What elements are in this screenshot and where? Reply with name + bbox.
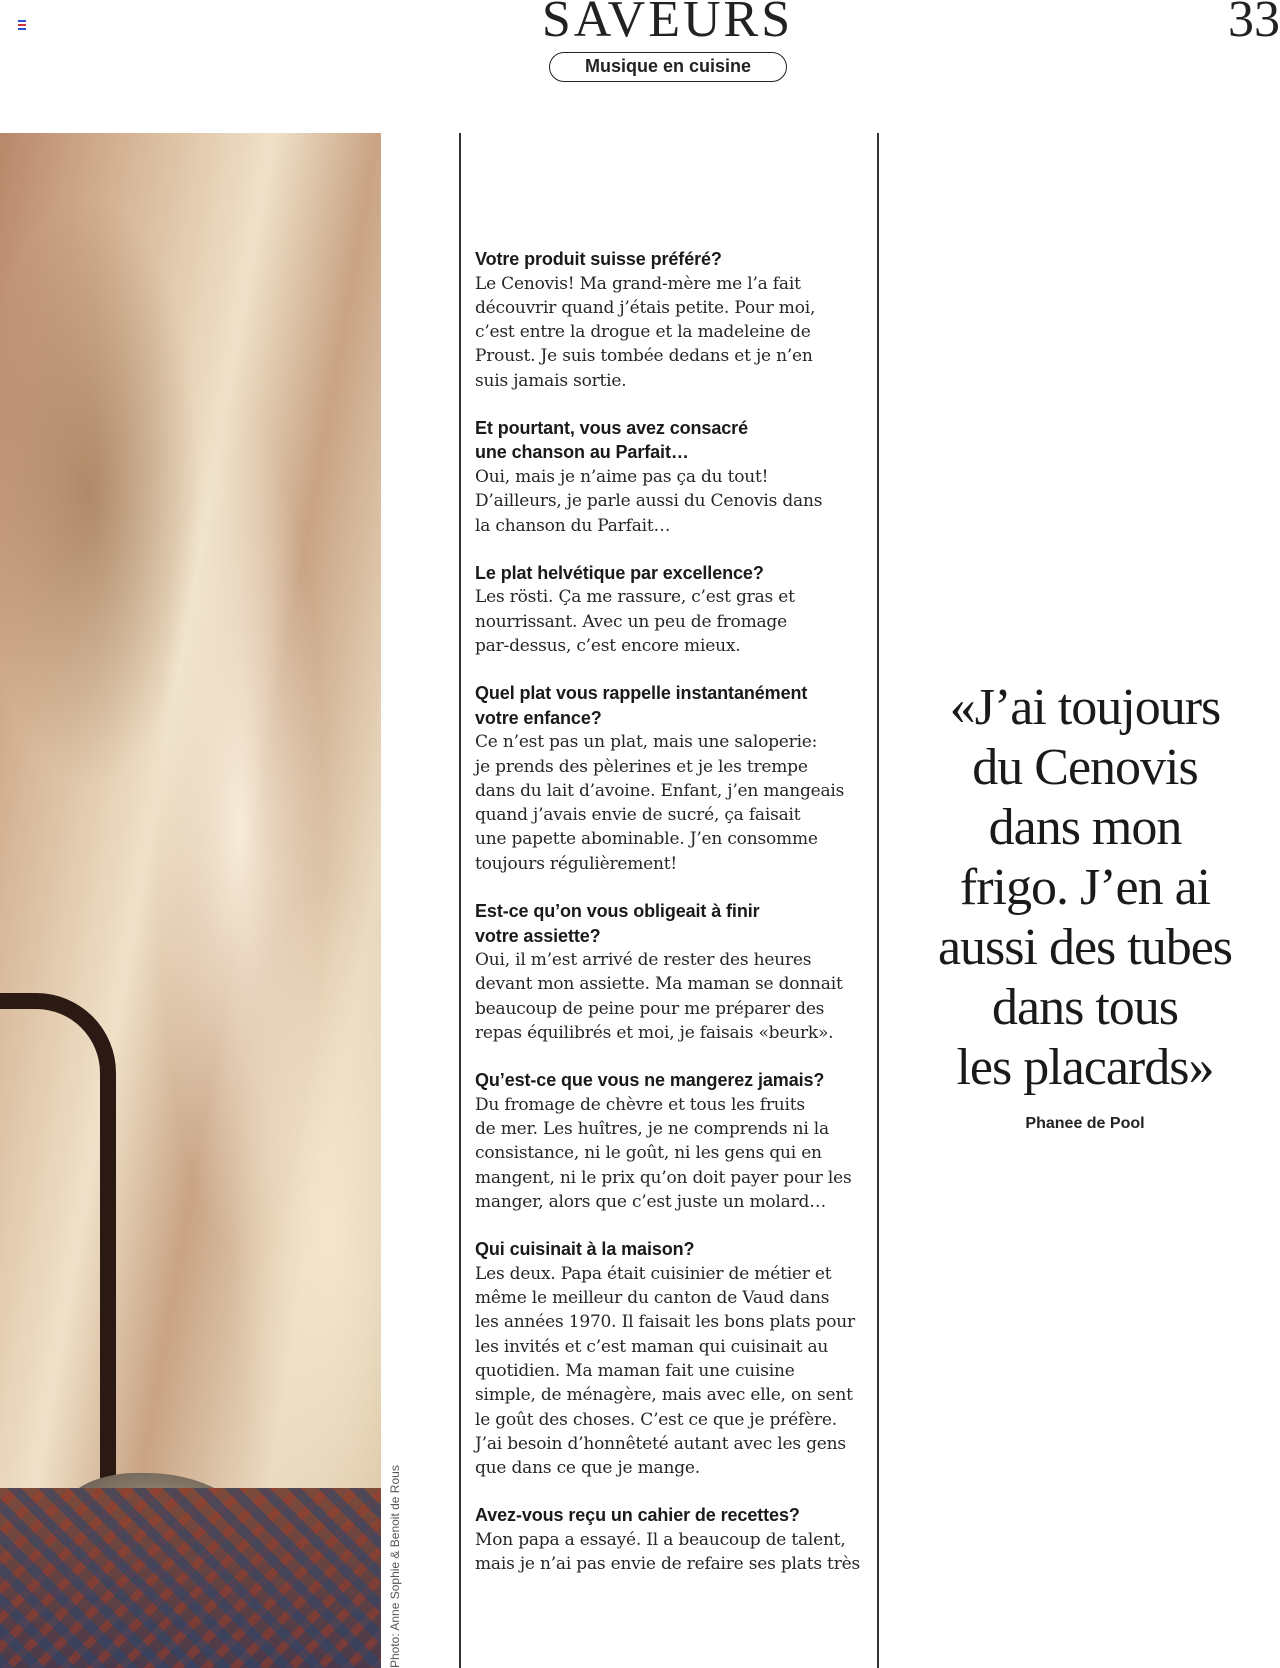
question: Votre produit suisse préféré? xyxy=(475,249,722,269)
interview-column xyxy=(475,247,870,1599)
section-title: SAVEURS xyxy=(541,0,794,48)
page-number: 33 xyxy=(1228,0,1280,48)
qa-block xyxy=(475,1237,870,1480)
qa-block xyxy=(475,561,870,658)
qa-block xyxy=(475,416,870,538)
answer: Oui, mais je n’aime pas ça du tout! D’ailleurs, je parle aussi du Cenovis dans la chanson du Parfait… xyxy=(475,466,823,536)
answer: Les deux. Papa était cuisinier de métier et même le meilleur du canton de Vaud dans les années 1970. Il faisait les bons plats pour les invités et c’est maman qui cuisinait au quotidien. Ma maman fait une cuisine simple, de ménagère, mais avec elle, on sent le goût des choses. C’est ce que je préfère. J’ai besoin d’honnêteté autant avec les gens que dans ce que je mange. xyxy=(475,1263,855,1479)
question: Qui cuisinait à la maison? xyxy=(475,1239,695,1260)
photo-rug xyxy=(0,1488,381,1668)
photo-chair xyxy=(0,993,116,1545)
pull-quote: «J’ai toujours du Cenovis dans mon frigo. J’en ai aussi des tubes dans tous les placards» xyxy=(937,679,1233,1096)
qa-block xyxy=(475,1503,870,1576)
question: Avez-vous reçu un cahier de recettes? xyxy=(475,1505,800,1526)
photo-credit: Photo: Anne Sophie & Benoit de Rous xyxy=(388,1465,402,1668)
qa-block xyxy=(475,1068,870,1214)
question: Quel plat vous rappelle instantanément votre enfance? xyxy=(475,683,808,728)
qa-block xyxy=(475,247,870,393)
question: Le plat helvétique par excellence? xyxy=(475,562,764,583)
question: Qu’est-ce que vous ne mangerez jamais? xyxy=(475,1070,825,1091)
pull-quote-author: Phanee de Pool xyxy=(1025,1115,1145,1132)
column-divider-left xyxy=(459,133,461,1668)
answer: Les rösti. Ça me rassure, c’est gras et nourrissant. Avec un peu de fromage par-dessus, c’est encore mieux. xyxy=(475,587,795,656)
question: Et pourtant, vous avez consacré une chanson au Parfait… xyxy=(475,417,748,463)
portrait-photo xyxy=(0,133,381,1668)
qa-block xyxy=(475,899,870,1045)
subsection-label: Musique en cuisine xyxy=(549,52,787,82)
question: Est-ce qu’on vous obligeait à finir votre assiette? xyxy=(475,901,760,946)
column-divider-right xyxy=(877,133,879,1668)
answer: Oui, il m’est arrivé de rester des heures devant mon assiette. Ma maman se donnait beaucoup de peine pour me préparer des repas équilibrés et moi, je faisais «beurk». xyxy=(475,950,843,1043)
answer: Ce n’est pas un plat, mais une saloperie: je prends des pèlerines et je les trempe dans du lait d’avoine. Enfant, j’en mangeais quand j’avais envie de sucré, ça faisait une papette abominable. J’en consomme toujours régulièrement! xyxy=(475,732,845,874)
answer: Le Cenovis! Ma grand-mère me l’a fait découvrir quand j’étais petite. Pour moi, c’est entre la drogue et la madeleine de Proust. Je suis tombée dedans et je n’en suis jamais sortie. xyxy=(475,273,816,391)
answer: Du fromage de chèvre et tous les fruits de mer. Les huîtres, je ne comprends ni la consistance, ni le goût, ni les gens qui en mangent, ni le prix qu’on doit payer pour les manger, alors que c’est juste un molard… xyxy=(475,1094,852,1212)
qa-block xyxy=(475,681,870,876)
answer: Mon papa a essayé. Il a beaucoup de talent, mais je n’ai pas envie de refaire ses plats très xyxy=(475,1529,861,1575)
